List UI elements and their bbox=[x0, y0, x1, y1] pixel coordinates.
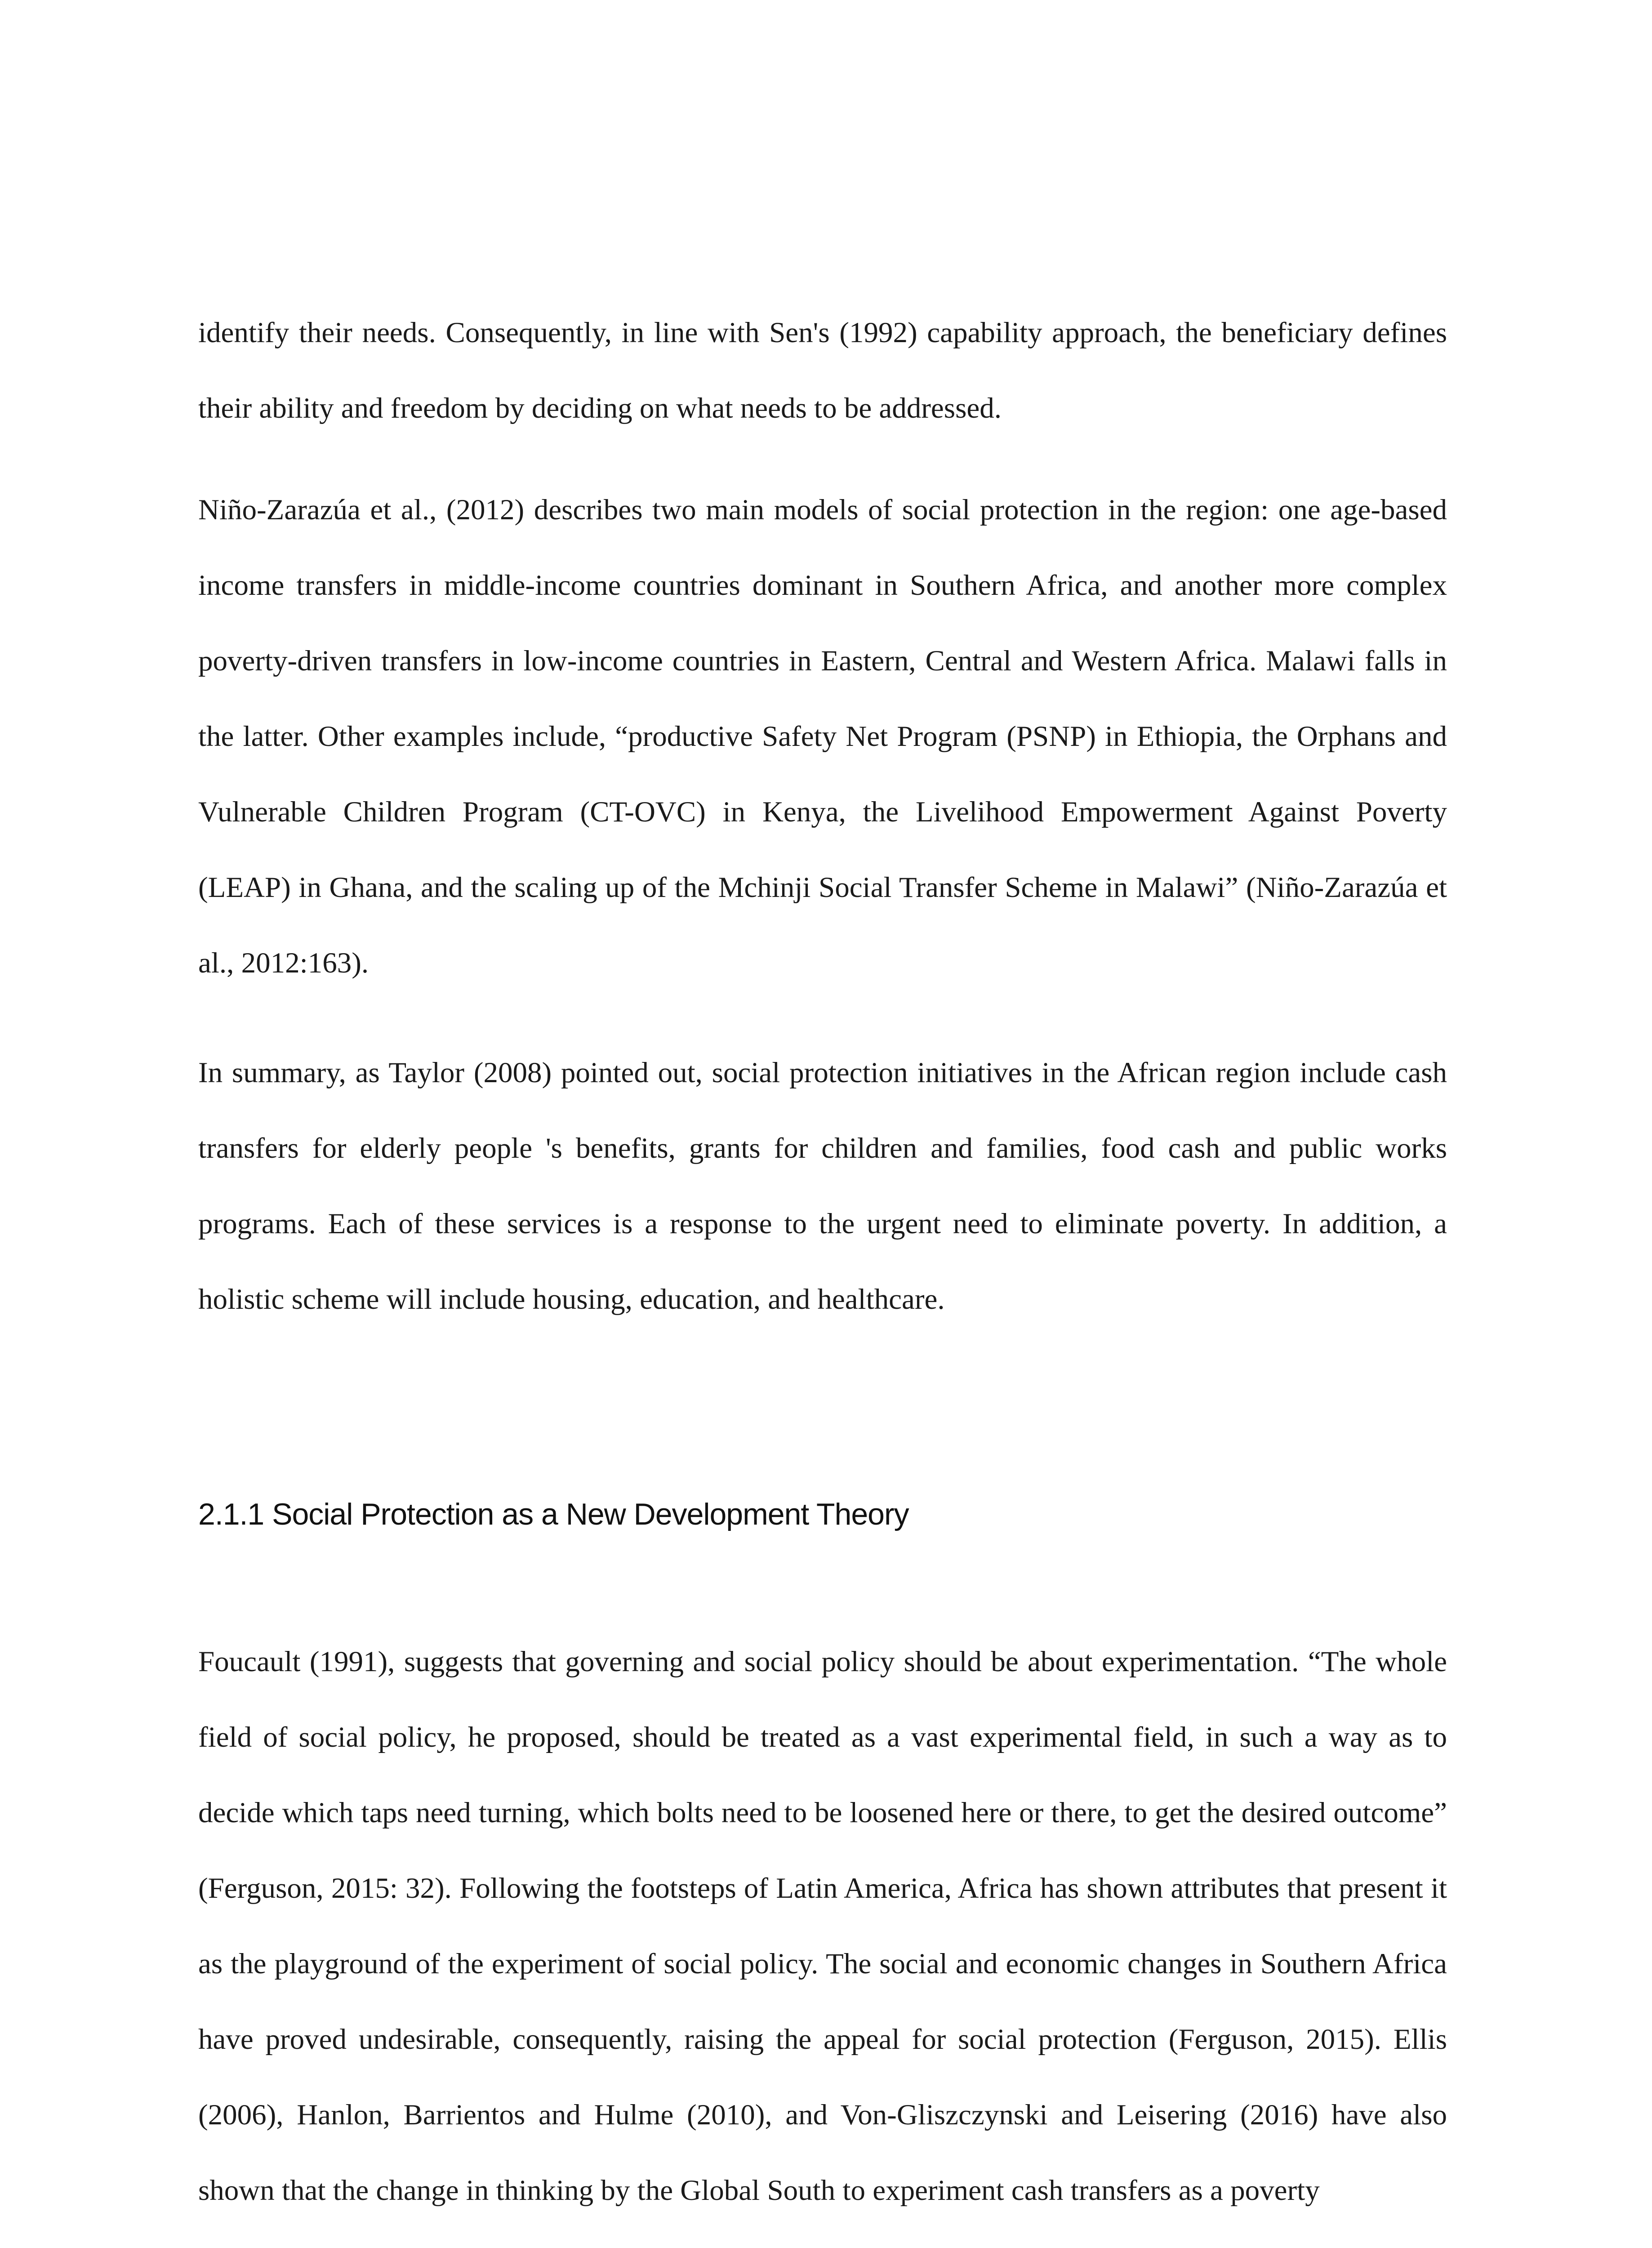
paragraph-development-theory: Foucault (1991), suggests that governing and social policy should be about experimentation. “The whole field of social policy, he proposed, should be treated as a vast experimental field, in such a way as to decide which taps need turning, which bolts need to be loosened here or there, to get the desired outcome” (Ferguson, 2015: 32). Following the footsteps of Latin America, Africa has shown attributes that present it as the playground of the experiment of social policy. The social and economic changes in Southern Africa have proved undesirable, consequently, raising the appeal for social protection (Ferguson, 2015). Ellis (2006), Hanlon, Barrientos and Hulme (2010), and Von-Gliszczynski and Leisering (2016) have also shown that the change in thinking by the Global South to experiment cash transfers as a poverty bbox=[198, 1646, 1447, 2207]
paragraph-capability-approach: identify their needs. Consequently, in line with Sen's (1992) capability approach, the beneficiary defines their ability and freedom by deciding on what needs to be addressed. bbox=[198, 317, 1447, 424]
section-heading: 2.1.1 Social Protection as a New Development Theory bbox=[198, 1497, 909, 1531]
paragraph-summary: In summary, as Taylor (2008) pointed out, social protection initiatives in the African region include cash transfers for elderly people 's benefits, grants for children and families, food cash and public works programs. Each of these services is a response to the urgent need to eliminate poverty. In addition, a holistic scheme will include housing, education, and healthcare. bbox=[198, 1057, 1447, 1316]
paragraph-social-protection-models: Niño-Zarazúa et al., (2012) describes two main models of social protection in the region: one age-based income transfers in middle-income countries dominant in Southern Africa, and another more complex poverty-driven transfers in low-income countries in Eastern, Central and Western Africa. Malawi falls in the latter. Other examples include, “productive Safety Net Program (PSNP) in Ethiopia, the Orphans and Vulnerable Children Program (CT-OVC) in Kenya, the Livelihood Empowerment Against Poverty (LEAP) in Ghana, and the scaling up of the Mchinji Social Transfer Scheme in Malawi” (Niño-Zarazúa et al., 2012:163). bbox=[198, 494, 1447, 979]
